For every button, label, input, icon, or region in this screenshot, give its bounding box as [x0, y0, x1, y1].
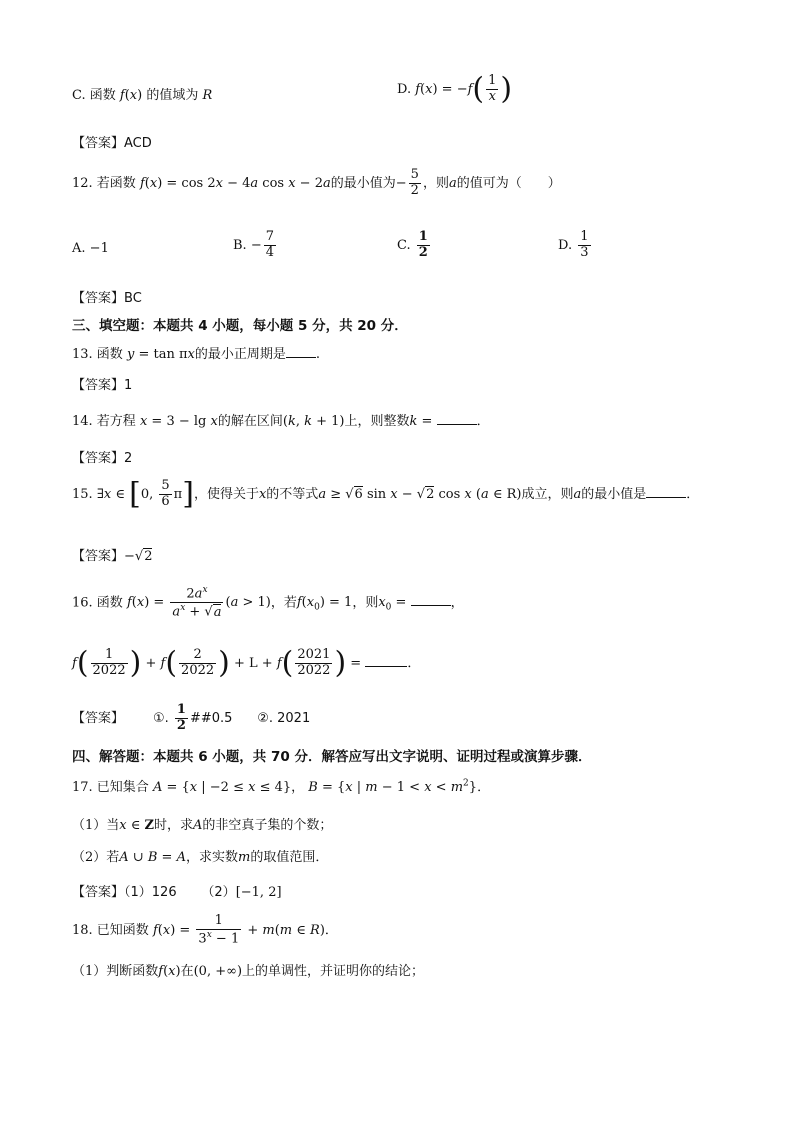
question-12-stem: 12. 若函数 [72, 175, 136, 191]
question-15-inequality: a ≥ √6 sin x − √2 cos x (a ∈ R) [318, 486, 522, 502]
q12-option-a-value: −1 [89, 241, 109, 256]
q11-option-d-label: D. [397, 81, 412, 97]
question-12-function: f(x) = cos 2x − 4a cos x − 2a [139, 175, 331, 191]
question-17 [72, 776, 490, 795]
question-14-text-2: 上，则整数 [344, 414, 410, 429]
q12-option-b-label: B. [233, 237, 247, 253]
answer-17-part-1: （1）126 [124, 885, 177, 900]
answer-tag: 【答案】 [72, 451, 125, 466]
question-18-part-1-interval: (0, +∞) [193, 964, 243, 979]
question-14-stem: 14. 若方程 [72, 414, 136, 429]
q12-option-c-label: C. [397, 237, 411, 253]
question-13-text: 的最小正周期是 [194, 347, 286, 362]
question-18 [72, 914, 338, 947]
q12-option-a [72, 241, 109, 256]
answer-value: −√2 [124, 549, 153, 564]
question-16-stem: 16. 函数 [72, 595, 123, 611]
question-14-interval: (k, k + 1) [282, 414, 345, 429]
question-16 [72, 585, 464, 621]
question-15-end: ． [686, 486, 700, 502]
q12-option-a-label: A. [72, 241, 86, 256]
section-4-heading: 四、解答题：本题共 6 小题，共 70 分．解答应写出文字说明、证明过程或演算步骤． [72, 749, 592, 765]
question-16-line-2-end: ． [407, 655, 421, 671]
q12-option-c-value: $\frac{1}{2}$ [418, 229, 428, 260]
answer-16 [72, 703, 310, 734]
answer-blank [646, 485, 686, 498]
answer-tag: 【答案】 [72, 885, 125, 900]
question-18-function: f(x) = $\frac{1}{3^x - 1}$ + m(m ∈ R) [152, 913, 325, 947]
question-14-text: 的解在区间 [217, 414, 283, 429]
answer-14 [72, 447, 132, 466]
question-13-stem: 13. 函数 [72, 347, 123, 362]
q12-option-d [558, 230, 593, 261]
answer-value: 2 [124, 451, 133, 466]
question-16-x0: $x_0$ = [378, 595, 411, 613]
question-12-minvalue: − $\frac{5}{2}$ [395, 167, 419, 198]
question-17-sets: A = {x | −2 ≤ x ≤ 4}， B = {x | $m - 1 < x < m^2$} [152, 778, 478, 795]
q12-option-c [397, 230, 432, 261]
question-16-text-2: ，则 [352, 595, 379, 611]
question-13-end: . [315, 347, 320, 362]
q12-option-d-label: D. [558, 237, 573, 253]
question-15-text-4: 的最小值是 [581, 486, 647, 502]
q12-option-b [233, 230, 278, 261]
q11-option-c [72, 84, 212, 103]
question-16-end: ， [450, 595, 464, 611]
section-3-heading: 三、填空题：本题共 4 小题，每小题 5 分，共 20 分． [72, 318, 408, 334]
q11-option-c-math: f(x) [119, 88, 143, 103]
question-17-part-1-math: x ∈ Z [119, 818, 155, 833]
question-17-part-2-text: ，求实数 [185, 850, 238, 865]
question-13-function: y = tan πx [126, 347, 195, 362]
question-16-condition: $f(x_0) = 1$ [296, 595, 353, 613]
question-15-text-3: 成立，则 [521, 486, 574, 502]
question-15-var-a: a [573, 486, 582, 502]
question-14-k: k = [409, 414, 437, 429]
q11-option-d [397, 71, 513, 107]
question-12-text: 的最小值为 [330, 175, 396, 191]
answer-tag: 【答案】 [72, 136, 125, 151]
q12-option-b-value: − $\frac{7}{4}$ [250, 229, 275, 260]
question-15-text-2: 的不等式 [266, 486, 319, 502]
question-18-part-1-label: （1）判断函数 [72, 964, 159, 979]
answer-blank [286, 345, 316, 358]
question-18-stem: 18. 已知函数 [72, 923, 149, 939]
answer-16-value-1: $\frac{1}{2}$ [176, 702, 186, 733]
question-12-var-a: a [448, 175, 457, 191]
question-14-end: ． [476, 414, 490, 429]
answer-11 [72, 132, 152, 151]
q12-option-d-value: $\frac{1}{3}$ [580, 229, 589, 260]
question-17-part-2-end: 的取值范围． [250, 850, 329, 865]
answer-value: ACD [124, 136, 152, 151]
question-17-part-2-var: m [237, 850, 251, 865]
question-15-domain: ∃x ∈ [0, $\frac{5}{6}$ π] [96, 476, 194, 512]
question-13 [72, 343, 320, 362]
answer-blank [365, 654, 407, 667]
question-14 [72, 410, 490, 429]
question-18-part-1-fn: f(x) [158, 964, 181, 979]
q11-option-c-range: R [202, 88, 213, 103]
answer-tag: 【答案】 [72, 291, 125, 306]
question-12 [72, 168, 561, 199]
answer-value: 1 [124, 378, 133, 393]
answer-tag: 【答案】 [72, 549, 125, 564]
answer-13 [72, 374, 132, 393]
answer-tag: 【答案】 [72, 378, 125, 393]
question-16-sum: f( $\frac{1}{2022}$ ) + f( $\frac{2}{2022}$ ) + L + f( $\frac{2021}{2022}$ ) = [72, 645, 366, 681]
question-18-end: ． [324, 923, 338, 939]
answer-blank [411, 593, 451, 606]
question-15-stem: 15. [72, 486, 93, 502]
question-17-part-1-set: A [193, 818, 203, 833]
question-18-part-1-text: 在 [180, 964, 194, 979]
question-15 [72, 476, 700, 512]
question-17-part-2-label: （2）若 [72, 850, 120, 865]
answer-17-interval: [−1, 2] [235, 885, 282, 900]
question-16-function: f(x) = $\frac{2a^x}{a^x + √a}$ (a > 1) [126, 585, 271, 620]
question-15-var-x: x [258, 486, 267, 502]
question-15-text: ，使得关于 [193, 486, 259, 502]
question-17-stem: 17. 已知集合 [72, 780, 149, 795]
question-17-part-2 [72, 846, 328, 865]
answer-16-circle-2: ②. [257, 710, 273, 726]
answer-12 [72, 287, 142, 306]
question-17-part-1 [72, 814, 332, 833]
question-16-text: ，若 [270, 595, 297, 611]
answer-15 [72, 545, 152, 564]
question-18-part-1 [72, 960, 424, 979]
answer-16-value-1-tail: ##0.5 [189, 710, 233, 726]
question-14-equation: x = 3 − lg x [139, 414, 218, 429]
question-17-end: ． [477, 780, 491, 795]
question-16-line-2 [72, 645, 421, 681]
question-12-text-2: ，则 [422, 175, 449, 191]
answer-16-value-2: 2021 [277, 710, 311, 726]
question-17-part-1-end: 的非空真子集的个数； [202, 818, 333, 833]
answer-tag: 【答案】 [72, 710, 125, 726]
question-17-part-1-label: （1）当 [72, 818, 120, 833]
answer-17-part-2: （2） [201, 885, 236, 900]
q11-option-c-text: 的值域为 [146, 88, 199, 103]
answer-blank [437, 412, 477, 425]
answer-16-circle-1: ①. [152, 710, 169, 726]
answer-17 [72, 881, 282, 900]
answer-value: BC [124, 291, 142, 306]
question-17-part-2-math: A ∪ B = A [119, 850, 186, 865]
question-12-text-3: 的值可为（ ） [456, 175, 561, 191]
q11-option-d-math: f(x) = −f( $\frac{1}{x}$ ) [415, 71, 513, 107]
q11-option-c-label: C. 函数 [72, 88, 116, 103]
question-18-part-1-end: 上的单调性，并证明你的结论； [242, 964, 425, 979]
question-17-part-1-text: 时，求 [154, 818, 194, 833]
